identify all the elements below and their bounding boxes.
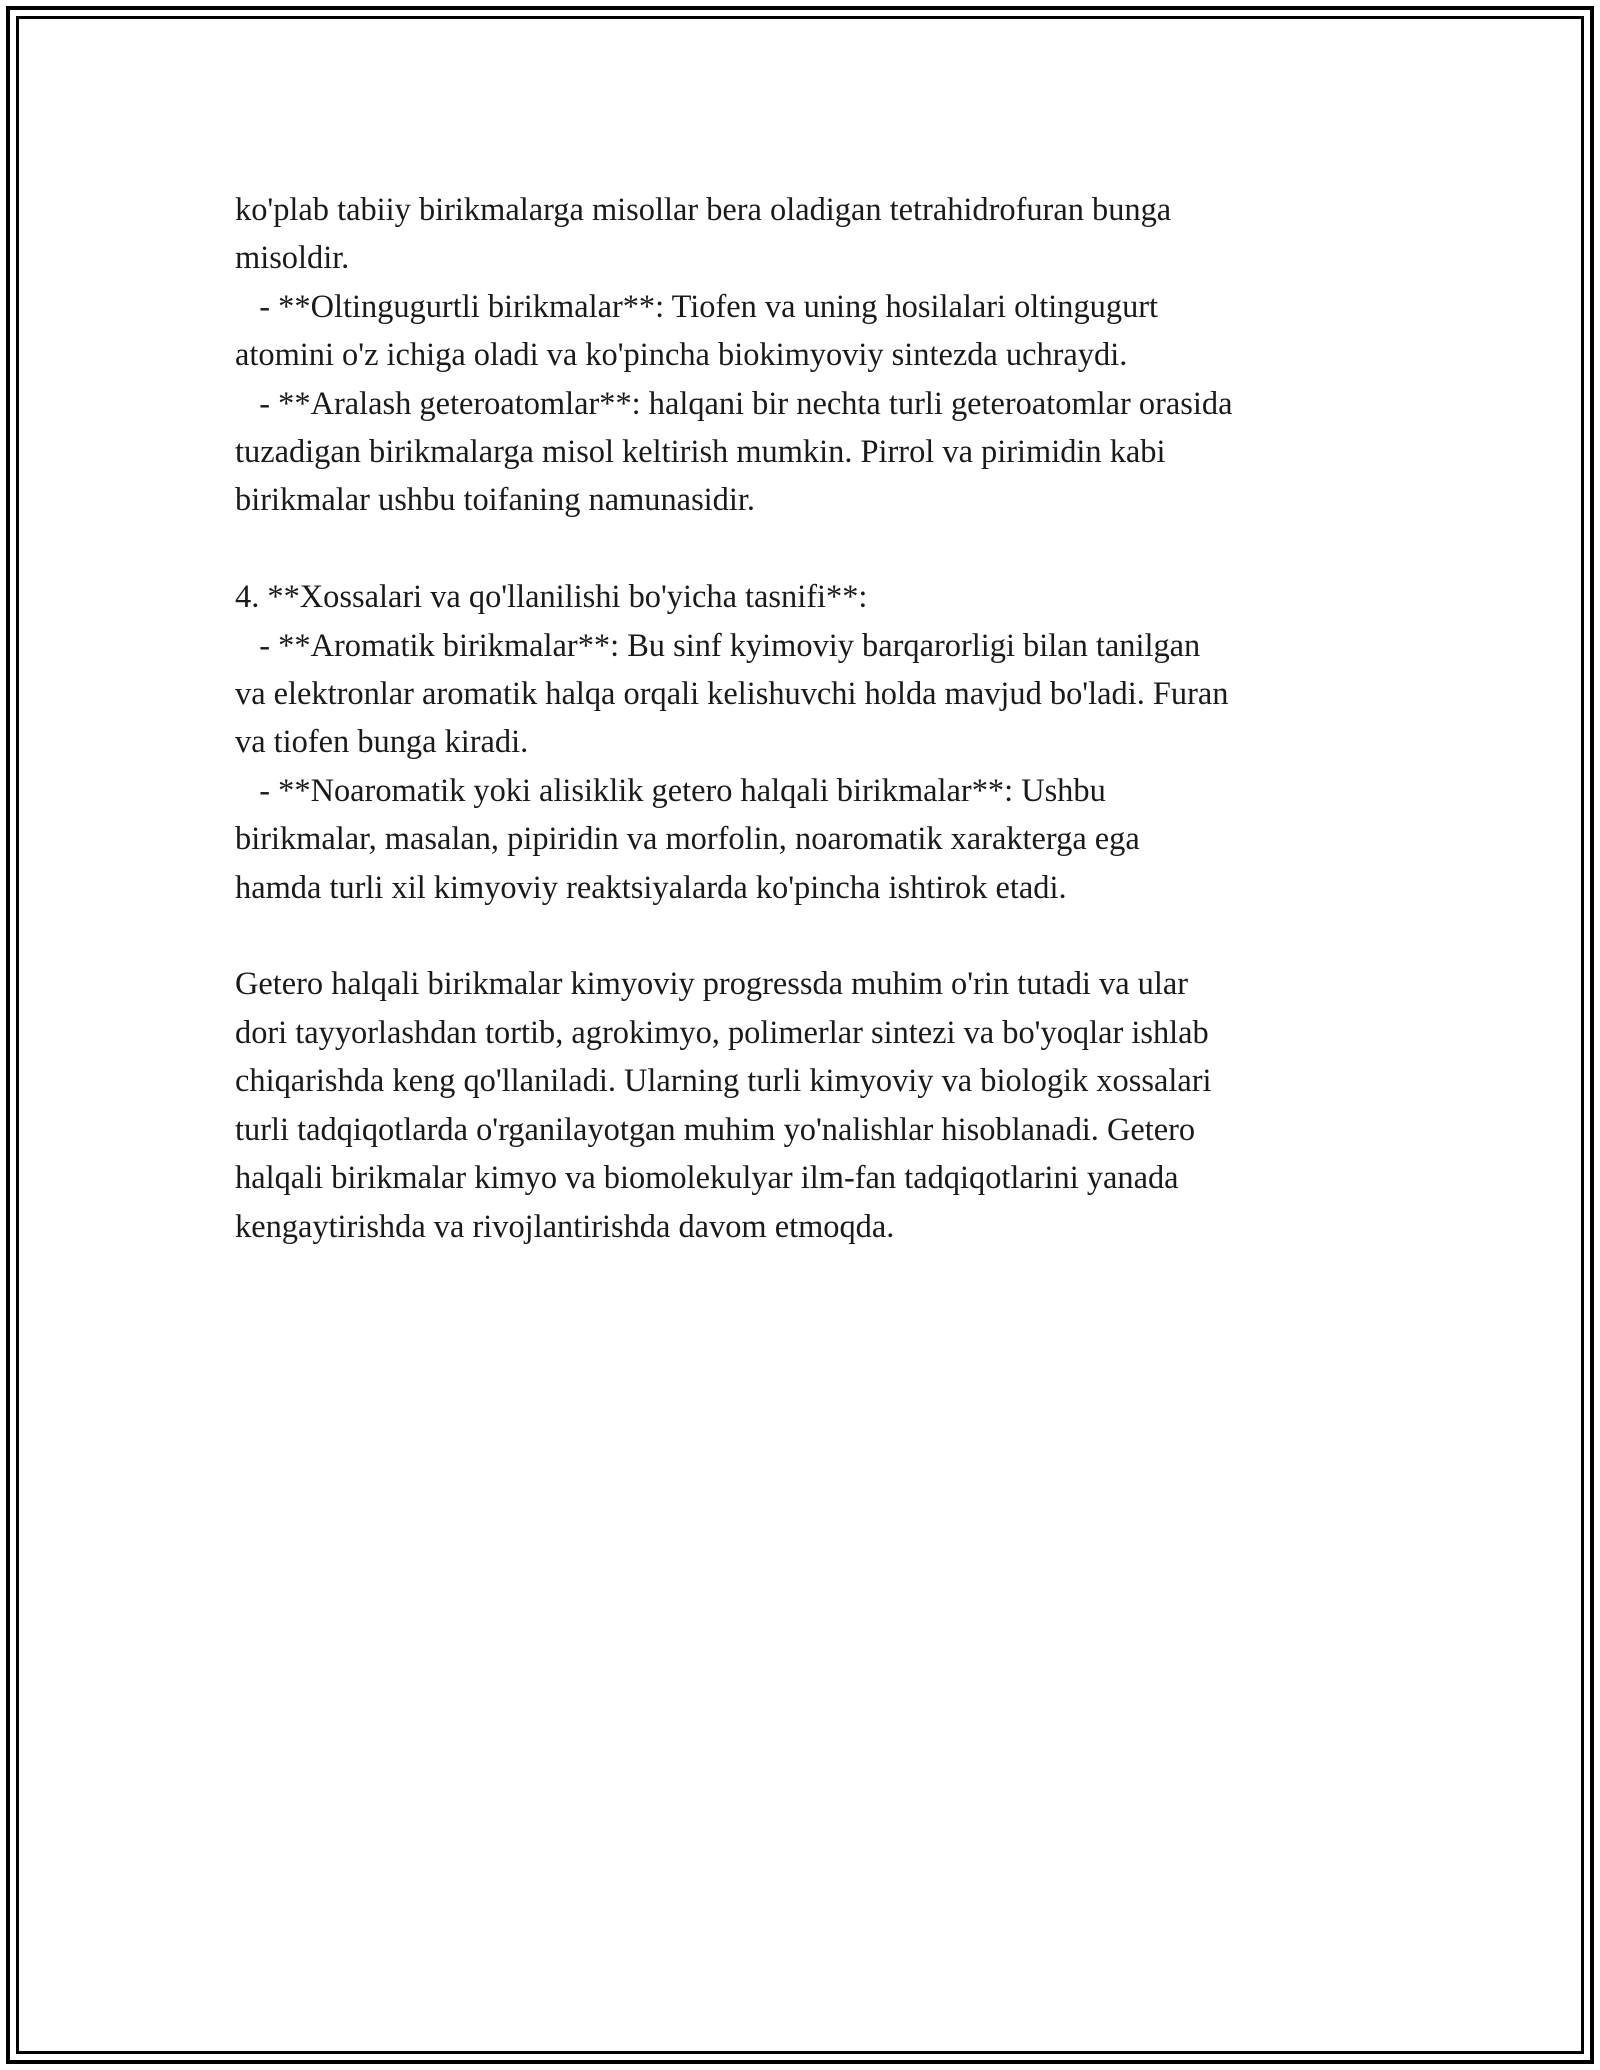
text-line: - **Aromatik birikmalar**: Bu sinf kyimoviy barqarorligi bilan tanilgan [235,627,1201,664]
text-line: - **Aralash geteroatomlar**: halqani bir nechta turli geteroatomlar orasida [235,385,1233,422]
text-line: va tiofen bunga kiradi. [235,724,529,761]
text-line: hamda turli xil kimyoviy reaktsiyalarda ko'pincha ishtirok etadi. [235,869,1067,906]
text-line: dori tayyorlashdan tortib, agrokimyo, polimerlar sintezi va bo'yoqlar ishlab [235,1014,1209,1051]
text-line: kengaytirishda va rivojlantirishda davom etmoqda. [235,1208,895,1245]
text-line: - **Noaromatik yoki alisiklik getero halqali birikmalar**: Ushbu [235,772,1106,809]
text-line: halqali birikmalar kimyo va biomolekulyar ilm-fan tadqiqotlarini yanada [235,1160,1179,1197]
text-line: birikmalar ushbu toifaning namunasidir. [235,482,755,519]
text-line: Getero halqali birikmalar kimyoviy progressda muhim o'rin tutadi va ular [235,966,1189,1003]
text-line: - **Oltingugurtli birikmalar**: Tiofen va uning hosilalari oltingugurt [235,288,1159,325]
text-line: misoldir. [235,240,350,277]
text-line: va elektronlar aromatik halqa orqali kelishuvchi holda mavjud bo'ladi. Furan [235,676,1229,713]
text-line: tuzadigan birikmalarga misol keltirish mumkin. Pirrol va pirimidin kabi [235,434,1166,471]
document-body [235,186,1385,1251]
text-line: birikmalar, masalan, pipiridin va morfolin, noaromatik xarakterga ega [235,821,1140,858]
text-line: atomini o'z ichiga oladi va ko'pincha biokimyoviy sintezda uchraydi. [235,337,1128,374]
text-line: chiqarishda keng qo'llaniladi. Ularning turli kimyoviy va biologik xossalari [235,1063,1212,1100]
text-line: turli tadqiqotlarda o'rganilayotgan muhim yo'nalishlar hisoblanadi. Getero [235,1111,1196,1148]
blank-line [235,525,1385,573]
section-heading: 4. **Xossalari va qo'llanilishi bo'yicha tasnifi**: [235,579,868,616]
blank-line [235,912,1385,960]
text-line: ko'plab tabiiy birikmalarga misollar bera oladigan tetrahidrofuran bunga [235,192,1172,228]
